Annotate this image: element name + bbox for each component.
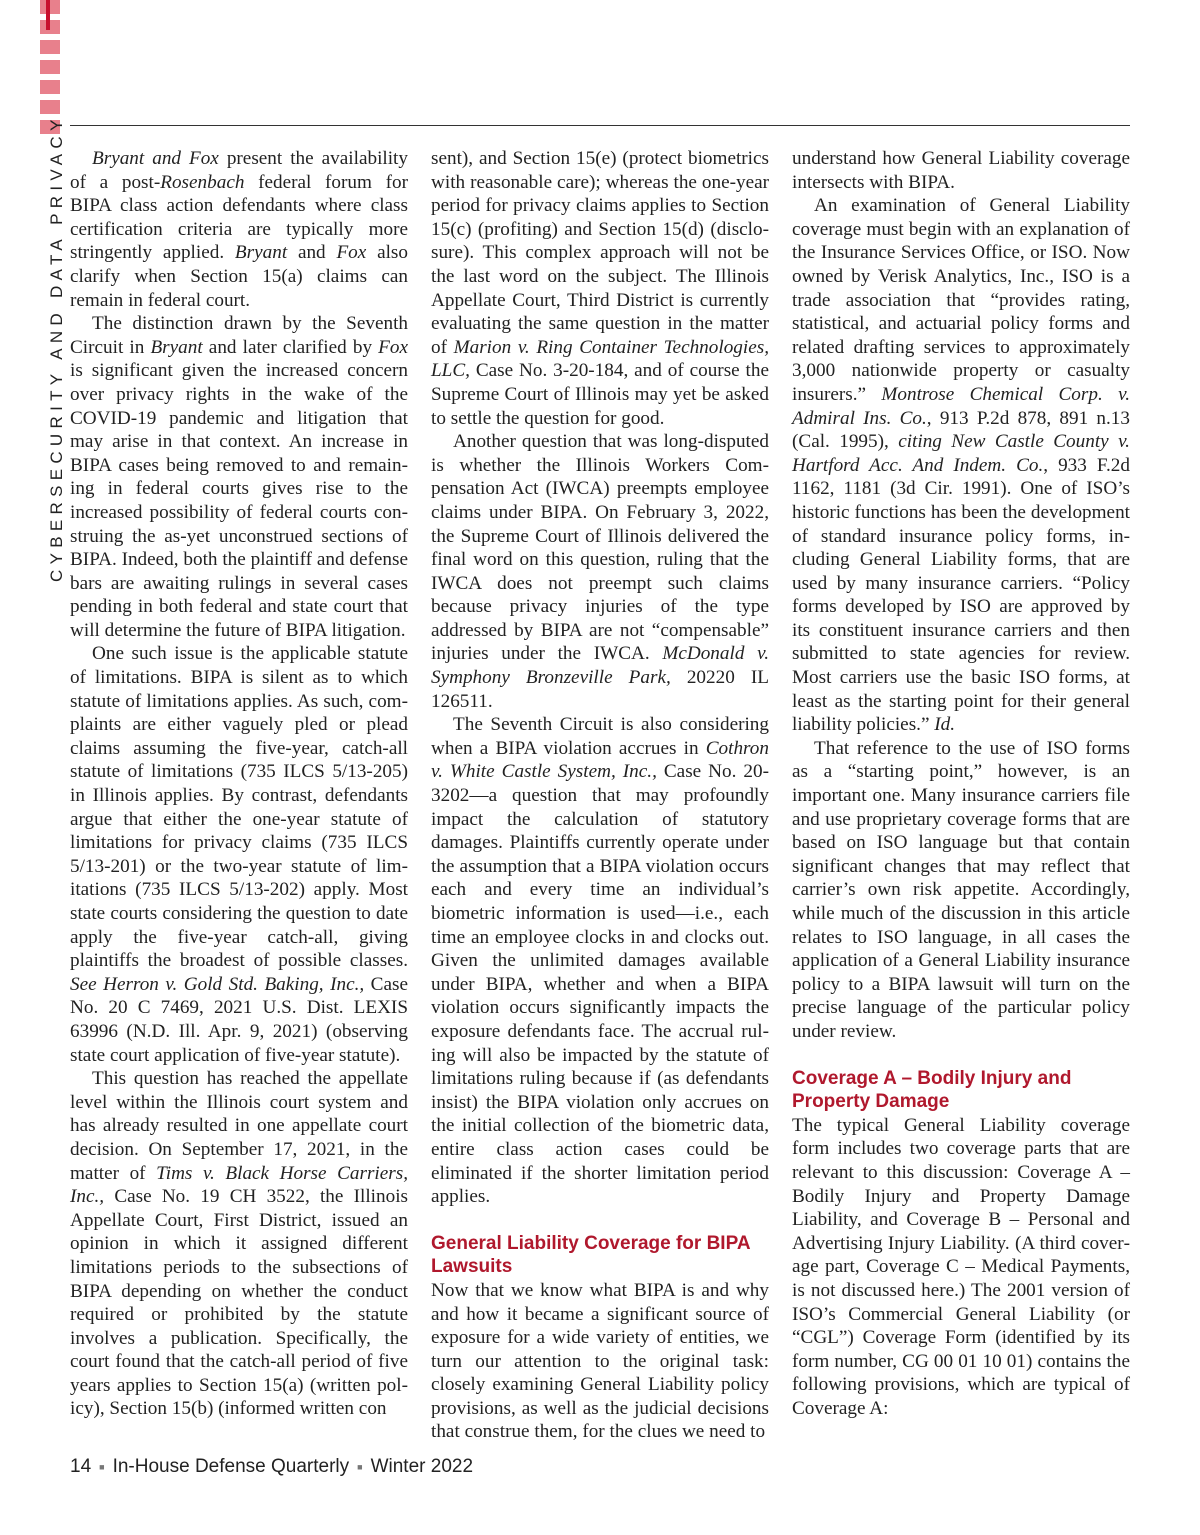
paragraph: understand how General Liability coverage intersects with BIPA.	[792, 148, 1130, 193]
paragraph: This question has reached the appellate level within the Illinois court system and has already resulted in one appellate court decision. On September 17, 2021, in the matter of Tims v. Black Horse Carriers, Inc., Case No. 19 CH 3522, the Illinois Appellate Court, First District, issued an opinion in which it assigned different limitations periods to the subsections of BIPA depending on whether the conduct required or prohibited by the statute involves a publication. Specifically, the court found that the catch-all period of five years applies to Section 15(a) (written policy), Section 15(b) (informed written con	[70, 1068, 409, 1420]
italic-citation: citing New Castle County v. Hartford Acc. And Indem. Co.	[792, 431, 1130, 476]
issue-date: Winter 2022	[370, 1456, 474, 1477]
section-heading: General Liability Coverage for BIPA Lawsuits	[431, 1232, 750, 1278]
italic-citation: Bryant	[234, 242, 288, 264]
paragraph: That reference to the use of ISO forms as a “starting point,” however, is an important one. Many insurance carriers file and use proprietary coverage forms that are based on ISO language but that contain significant changes that may reflect that carrier’s own risk appetite. Accordingly, while much of the discussion in this article relates to ISO language, in all cases the application of a General Liability insurance policy to a BIPA lawsuit will turn on the precise language of the particular policy under review.	[792, 737, 1130, 1042]
article-column-1	[70, 147, 408, 1421]
publication-title: In-House Defense Quarterly	[112, 1456, 350, 1477]
italic-citation: Rosenbach	[160, 171, 245, 193]
separator-icon: ■	[99, 1461, 105, 1472]
section-accent-line	[46, 0, 50, 30]
italic-citation: McDonald v. Symphony Bronzeville Park,	[431, 643, 769, 689]
italic-citation: Tims v. Black Horse Carriers, Inc.,	[70, 1162, 409, 1208]
paragraph: One such issue is the applicable statute of limitations. BIPA is silent as to which statute of limitations applies. As such, complaints are either vaguely pled or plead claims assuming the five-year, catch-all statute of limitations (735 ILCS 5/13-205) in Illinois applies. By contrast, defendants argue that either the one-year statute of limitations for privacy claims (735 ILCS 5/13-201) or the two-year statute of limitations (735 ILCS 5/13-202) apply. Most state courts considering the question to date apply the five-year catch-all, giving plaintiffs the broadest of possible classes. See Herron v. Gold Std. Baking, Inc., Case No. 20 C 7469, 2021 U.S. Dist. LEXIS 63996 (N.D. Ill. Apr. 9, 2021) (observing state court application of five-year statute).	[70, 643, 408, 1066]
page-footer	[70, 1456, 473, 1478]
section-label: CYBERSECURITY AND DATA PRIVACY	[47, 114, 66, 582]
article-column-2	[431, 147, 769, 1444]
italic-citation: Montrose Chemical Corp. v. Admiral Ins. Co.	[792, 383, 1130, 429]
paragraph: sent), and Section 15(e) (protect biometrics with reasonable care); whereas the one-year period for privacy claims applies to Section 15(c) (profiting) and Section 15(d) (disclosure). This complex approach will not be the last word on the subject. The Illinois Appellate Court, Third District is currently evaluating the same question in the matter of Marion v. Ring Container Technologies, LLC, Case No. 3-20-184, and of course the Supreme Court of Illinois may yet be asked to settle the question for good.	[431, 148, 769, 429]
page-number: 14	[70, 1456, 92, 1477]
italic-citation: Id.	[934, 714, 956, 736]
paragraph: The typical General Liability coverage form includes two coverage parts that are relevant to this discussion: Coverage A – Bodily Injury and Property Damage Liability, and Coverage B – Personal and Advertising Injury Liability. (A third coverage part, Coverage C – Medical Payments, is not discussed here.) The 2001 version of ISO’s Commercial General Liability (or “CGL”) Coverage Form (identified by its form number, CG 00 01 10 01) contains the following provisions, which are typical of Coverage A:	[792, 1114, 1130, 1419]
paragraph: The Seventh Circuit is also considering when a BIPA violation accrues in Cothron v. White Castle System, Inc., Case No. 20-3202—a question that may profoundly impact the calculation of statutory damages. Plaintiffs currently operate under the assumption that a BIPA violation occurs each and every time an individual’s biometric information is used—i.e., each time an employee clocks in and clocks out. Given the unlimited damages available under BIPA, whether and when a BIPA violation occurs significantly impacts the exposure defendants face. The accrual ruling will also be impacted by the statute of limitations ruling because if (as defendants insist) the BIPA violation only accrues on the initial collection of the biometric data, entire class action cases could be eliminated if the shorter limitation period applies.	[431, 714, 770, 1208]
paragraph: Now that we know what BIPA is and why and how it became a significant source of exposure for a wide variety of entities, we turn our attention to the original task: closely examining General Liability policy provisions, as well as the judicial decisions that construe them, for the clues we need to	[431, 1279, 769, 1443]
italic-citation: Bryant	[150, 336, 203, 358]
paragraph: The distinction drawn by the Seventh Circuit in Bryant and later clarified by Fox is significant given the increased concern over privacy rights in the wake of the COVID-19 pandemic and litigation that may arise in that context. An increase in BIPA cases being removed to and remaining in federal courts gives rise to the increased possibility of federal courts construing the as-yet unconstrued sections of BIPA. Indeed, both the plaintiff and defense bars are awaiting rulings in several cases pending in both federal and state court that will determine the future of BIPA litigation.	[70, 313, 409, 641]
italic-citation: Fox	[378, 336, 409, 358]
italic-citation: See Herron v. Gold Std. Baking, Inc.,	[70, 973, 365, 995]
italic-citation: Fox	[336, 242, 367, 264]
italic-citation: Marion v. Ring Container Technologies, LLC,	[431, 336, 769, 382]
italic-citation: Bryant and Fox	[92, 148, 219, 169]
article-column-3	[792, 147, 1130, 1420]
separator-icon: ■	[357, 1461, 363, 1472]
section-heading: Coverage A – Bodily Injury and Property Damage	[792, 1067, 1072, 1113]
paragraph: Bryant and Fox present the availability of a post-Rosenbach federal forum for BIPA class action defendants where class certification criteria are typically more stringently applied. Bryant and Fox also clarify when Section 15(a) claims can remain in federal court.	[70, 148, 408, 311]
header-rule	[70, 125, 1130, 126]
paragraph: Another question that was long-disputed is whether the Illinois Workers Compensation Act (IWCA) preempts employee claims under BIPA. On February 3, 2022, the Supreme Court of Illinois delivered the final word on this question, ruling that the IWCA does not preempt such claims because privacy injuries of the type addressed by BIPA are not “compensable” injuries under the IWCA. McDonald v. Symphony Bronzeville Park, 20220 IL 126511.	[431, 431, 769, 712]
italic-citation: Cothron v. White Castle System, Inc.,	[431, 737, 769, 783]
paragraph: An examination of General Liability coverage must begin with an explanation of the Insurance Services Office, or ISO. Now owned by Verisk Analytics, Inc., ISO is a trade association that “provides rating, statistical, and actuarial policy forms and related drafting services to approximately 3,000 nationwide property or casualty insurers.” Montrose Chemical Corp. v. Admiral Ins. Co., 913 P.2d 878, 891 n.13 (Cal. 1995), citing New Castle County v. Hartford Acc. And Indem. Co., 933 F.2d 1162, 1181 (3d Cir. 1991). One of ISO’s historic functions has been the development of standard insurance policy forms, including General Liability forms, that are used by many insurance carriers. “Policy forms developed by ISO are approved by its constituent insurance carriers and then submitted to state agencies for review. Most carriers use the basic ISO forms, at least as the starting point for their general liability policies.” Id.	[792, 195, 1130, 736]
